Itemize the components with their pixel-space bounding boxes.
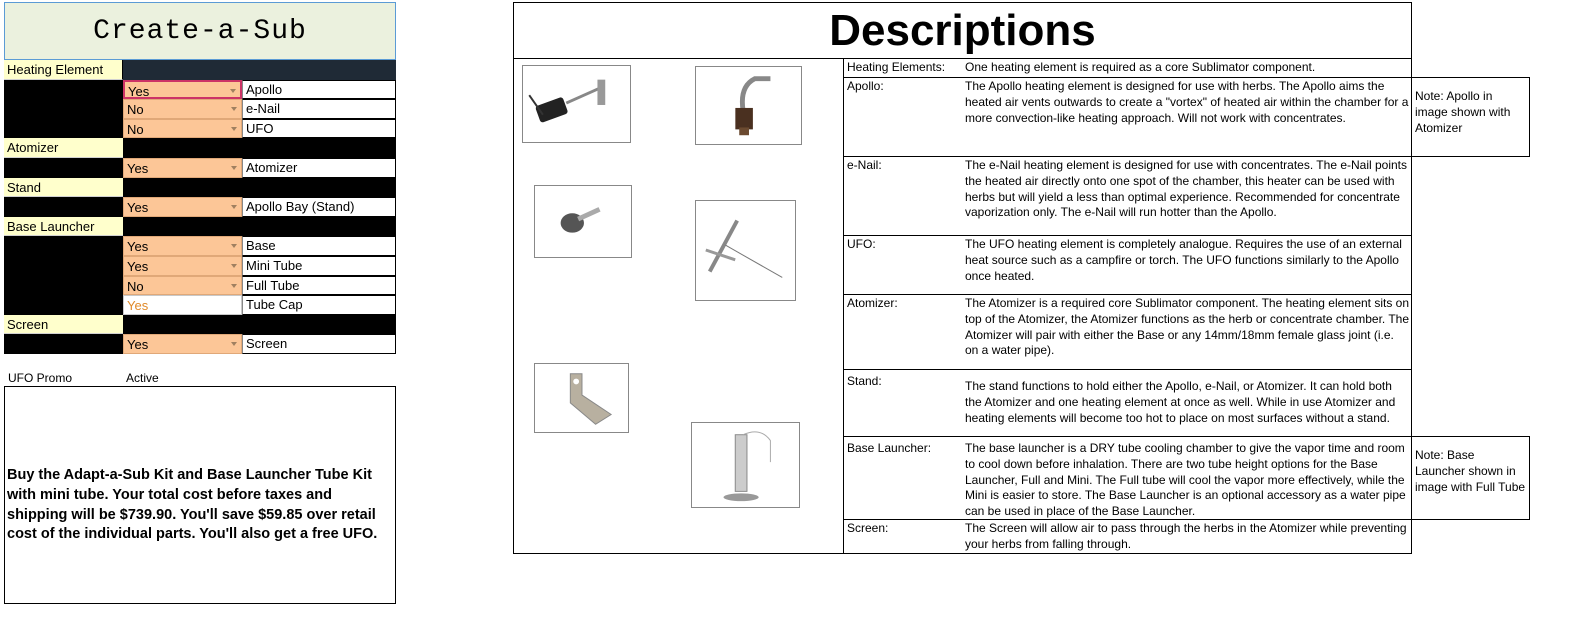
desc-text: The Screen will allow air to pass through the herbs in the Atomizer while preventing your herbs from falling through. — [965, 521, 1407, 551]
dropdown-value: No — [127, 278, 144, 294]
desc-row-screen — [844, 520, 1412, 554]
desc-row-stand — [844, 373, 1412, 437]
descriptions-title: Descriptions — [514, 3, 1411, 59]
desc-text: The UFO heating element is completely analogue. Requires the use of an external heat source such as a campfire or torch. The UFO functions similarly to the Apollo once heated. — [965, 237, 1402, 283]
dropdown-arrow-icon — [231, 284, 237, 288]
dropdown-ufo[interactable] — [123, 119, 242, 139]
promo-label: UFO Promo — [8, 371, 73, 385]
item-label: Base — [242, 236, 396, 256]
dropdown-value: Yes — [128, 83, 150, 99]
dropdown-value: Yes — [127, 160, 149, 176]
desc-row-atomizer — [844, 295, 1412, 370]
ufo-photo — [534, 185, 632, 258]
dropdown-value: Yes — [127, 337, 149, 353]
item-label: Atomizer — [242, 158, 396, 178]
desc-row-base-launcher — [844, 440, 1412, 520]
section-atomizer — [4, 138, 396, 158]
section-label-screen: Screen — [4, 315, 123, 335]
item-label: Mini Tube — [242, 256, 396, 276]
stand-photo — [534, 363, 629, 433]
desc-label: Screen: — [847, 521, 889, 535]
enail-photo — [695, 66, 802, 145]
option-row — [4, 256, 396, 276]
desc-row-heating — [844, 59, 1412, 78]
option-row — [4, 295, 396, 315]
tube-cap-value: Yes — [123, 295, 242, 315]
dropdown-enail[interactable] — [123, 99, 242, 119]
section-label-heating: Heating Element — [4, 60, 123, 80]
dropdown-screen[interactable] — [123, 334, 242, 354]
section-base-launcher — [4, 217, 396, 237]
option-row — [4, 334, 396, 354]
desc-row-ufo — [844, 236, 1412, 295]
section-screen — [4, 315, 396, 335]
option-row — [4, 99, 396, 119]
note-base-launcher: Note: Base Launcher shown in image with Full Tube — [1411, 436, 1530, 520]
dropdown-value: Yes — [127, 258, 149, 274]
dropdown-arrow-icon — [230, 89, 236, 93]
dropdown-full-tube[interactable] — [123, 276, 242, 296]
base-launcher-photo — [691, 422, 800, 508]
dropdown-value: No — [127, 121, 144, 137]
create-a-sub-builder — [4, 2, 396, 354]
desc-label: Heating Elements: — [847, 60, 946, 74]
dropdown-arrow-icon — [231, 205, 237, 209]
section-label-stand: Stand — [4, 178, 123, 198]
dropdown-value: Yes — [127, 239, 149, 255]
option-row — [4, 119, 396, 139]
desc-row-enail — [844, 157, 1412, 236]
desc-label: UFO: — [847, 237, 876, 251]
option-row — [4, 197, 396, 217]
desc-text: The base launcher is a DRY tube cooling chamber to give the vapor time and room to cool down before inhalation. There are two tube height options for the Base Launcher, Full and Mini. The Full tube will cool the vapor more effectively, while the Mini is easier to store. The Base Launcher is an optional accessory as a water pipe can be used in place of the Base Launcher. — [965, 441, 1406, 519]
desc-text: The stand functions to hold either the Apollo, e-Nail, or Atomizer. It can hold both the Atomizer and one heating element at once as well. While in use Atomizer and heating elements will become too hot to place on most surfaces without a stand. — [965, 379, 1396, 425]
atomizer-photo — [695, 200, 796, 301]
desc-text: One heating element is required as a core Sublimator component. — [965, 60, 1316, 74]
promo-text: Buy the Adapt-a-Sub Kit and Base Launcher Tube Kit with mini tube. Your total cost before taxes and shipping will be $739.90. You'll save $59.85 over retail cost of the individual parts. You'll also get a free UFO. — [7, 467, 378, 543]
desc-text: The Atomizer is a required core Sublimator component. The heating element sits on top of the Atomizer, the Atomizer functions as the herb or concentrate chamber. The Atomizer will pair with either the Base or any 14mm/18mm female glass joint (i.e. on a water pipe). — [965, 296, 1410, 358]
item-label: Tube Cap — [242, 295, 396, 315]
builder-title: Create-a-Sub — [4, 2, 396, 60]
dropdown-arrow-icon — [231, 244, 237, 248]
dropdown-arrow-icon — [231, 107, 237, 111]
apollo-photo — [522, 65, 631, 143]
item-label: UFO — [242, 119, 396, 139]
desc-text: The Apollo heating element is designed for use with herbs. The Apollo aims the heated air vents outwards to create a "vortex" of heated air within the chamber for a more convection-like heating approach. Will not work with concentrates. — [965, 79, 1409, 125]
desc-label: Stand: — [847, 374, 882, 388]
desc-label: Atomizer: — [847, 296, 898, 310]
dropdown-arrow-icon — [231, 342, 237, 346]
option-row — [4, 236, 396, 256]
section-heating — [4, 60, 396, 80]
dropdown-arrow-icon — [231, 166, 237, 170]
item-label: Full Tube — [242, 276, 396, 296]
desc-label: Apollo: — [847, 79, 884, 93]
dropdown-apollo[interactable] — [123, 80, 242, 100]
section-label-base-launcher: Base Launcher — [4, 217, 123, 237]
item-label: e-Nail — [242, 99, 396, 119]
dropdown-arrow-icon — [231, 264, 237, 268]
item-label: Apollo — [242, 80, 396, 100]
desc-row-apollo — [844, 78, 1412, 157]
note-apollo: Note: Apollo in image shown with Atomizer — [1411, 77, 1530, 157]
option-row — [4, 276, 396, 296]
item-label: Screen — [242, 334, 396, 354]
desc-label: Base Launcher: — [847, 441, 932, 455]
option-row — [4, 158, 396, 178]
dropdown-value: Yes — [127, 200, 149, 216]
dropdown-mini-tube[interactable] — [123, 256, 242, 276]
dropdown-stand[interactable] — [123, 197, 242, 217]
section-label-atomizer: Atomizer — [4, 138, 123, 158]
desc-text: The e-Nail heating element is designed for use with concentrates. The e-Nail points the heated air directly onto one spot of the chamber, this heater can be used with herbs but will yield a less than optimal experience. Recommended for concentrate vaporization only. The e-Nail will run hotter than the Apollo. — [965, 158, 1408, 220]
option-row — [4, 80, 396, 100]
item-label: Apollo Bay (Stand) — [242, 197, 396, 217]
promo-status: Active — [126, 371, 159, 385]
section-stand — [4, 178, 396, 198]
dropdown-arrow-icon — [231, 127, 237, 131]
desc-label: e-Nail: — [847, 158, 882, 172]
dropdown-atomizer[interactable] — [123, 158, 242, 178]
dropdown-base[interactable] — [123, 236, 242, 256]
dropdown-value: No — [127, 102, 144, 118]
